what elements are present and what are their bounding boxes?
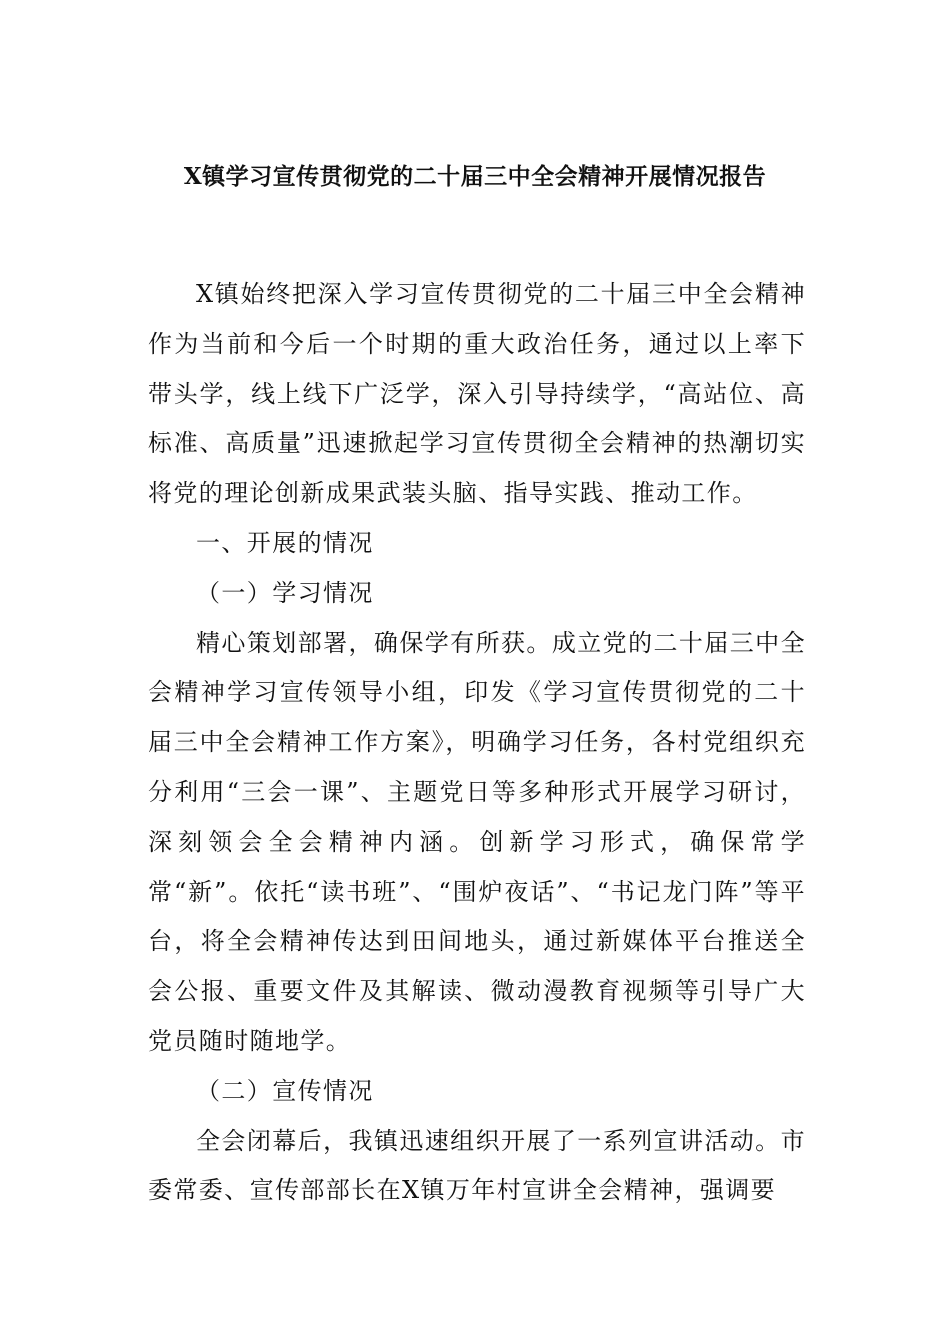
- intro-paragraph: X镇始终把深入学习宣传贯彻党的二十届三中全会精神作为当前和今后一个时期的重大政治任务，通过以上率下带头学，线上线下广泛学，深入引导持续学，“高站位、高标准、高质量”迅速掀起学习宣传贯彻全会精神的热潮切实将党的理论创新成果武装头脑、指导实践、推动工作。: [148, 280, 806, 508]
- subsection-1-paragraph: 精心策划部署，确保学有所获。成立党的二十届三中全会精神学习宣传领导小组，印发《学习宣传贯彻党的二十届三中全会精神工作方案》，明确学习任务，各村党组织充分利用“三会一课”、主题党日等多种形式开展学习研讨，深刻领会全会精神内涵。创新学习形式，确保常学常“新”。依托“读书班”、“围炉夜话”、“书记龙门阵”等平台，将全会精神传达到田间地头，通过新媒体平台推送全会公报、重要文件及其解读、微动漫教育视频等引导广大党员随时随地学。: [148, 628, 806, 1055]
- document-body: [148, 270, 806, 1216]
- subsection-heading-2: （二）宣传情况: [196, 1076, 374, 1105]
- document-title: X镇学习宣传贯彻党的二十届三中全会精神开展情况报告: [183, 163, 767, 190]
- subsection-2-paragraph: 全会闭幕后，我镇迅速组织开展了一系列宣讲活动。市委常委、宣传部部长在X镇万年村宣讲全会精神，强调要: [148, 1126, 806, 1205]
- section-heading-1: 一、开展的情况: [196, 528, 374, 557]
- subsection-heading-1: （一）学习情况: [196, 578, 374, 607]
